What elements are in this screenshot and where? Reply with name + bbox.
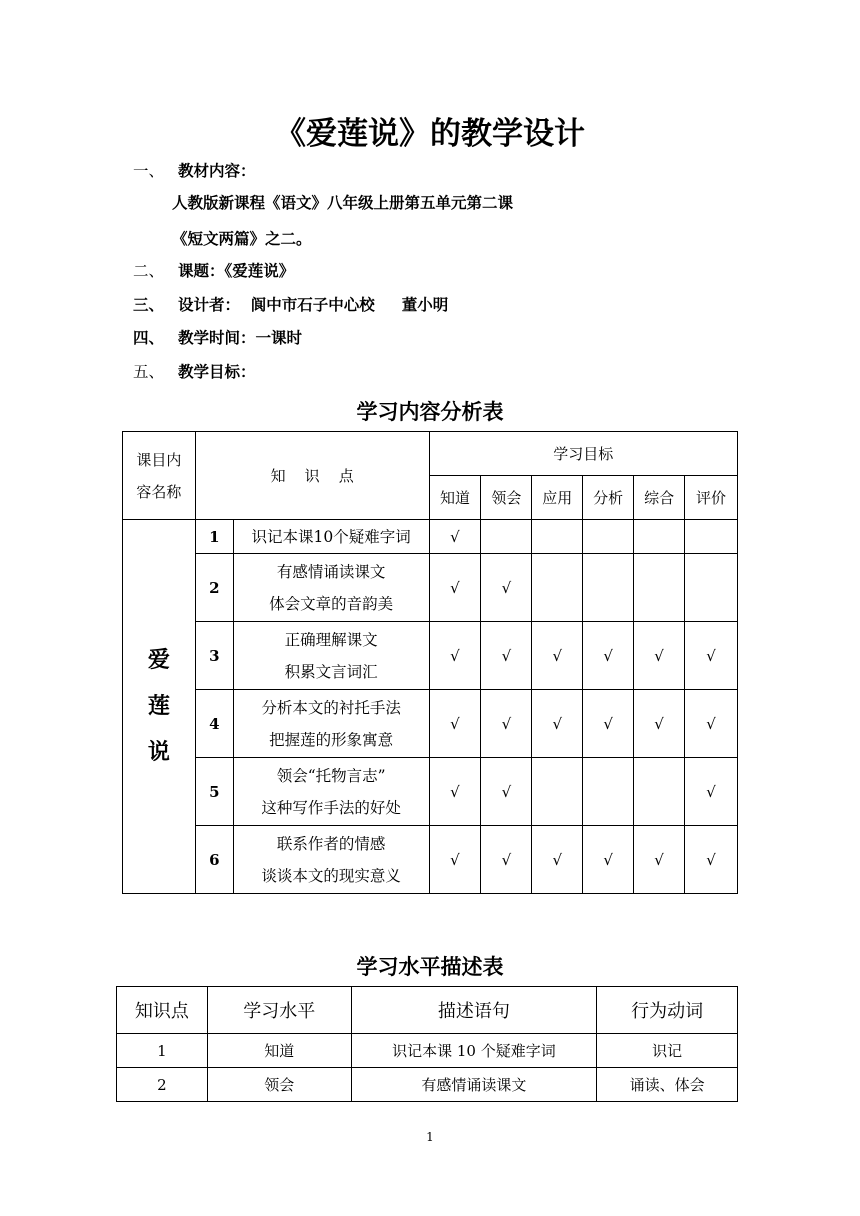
check-mark-icon: √ <box>501 714 512 733</box>
goal-check-cell <box>429 622 481 690</box>
knowledge-point-cell <box>233 690 429 758</box>
lesson-name-char: 说 <box>147 739 170 765</box>
goal-check-cell <box>685 690 738 758</box>
knowledge-point-line: 这种写作手法的好处 <box>261 798 401 817</box>
learning-level-table <box>116 986 738 1102</box>
goal-check-cell <box>532 520 583 554</box>
knowledge-point-line: 积累文言词汇 <box>284 662 378 681</box>
goal-check-cell <box>583 520 634 554</box>
row-number: 6 <box>195 826 233 894</box>
goal-level-evaluate: 评价 <box>685 476 738 520</box>
goal-check-cell <box>429 758 481 826</box>
table-row <box>123 622 738 690</box>
goal-level-know: 知道 <box>429 476 481 520</box>
row-number: 5 <box>195 758 233 826</box>
section-2-text: 课题：《爱莲说》 <box>178 262 295 280</box>
table-row <box>123 826 738 894</box>
section-5-number: 五、 <box>133 363 165 381</box>
material-line-1-text: 人教版新课程《语文》八年级上册第五单元第二课 <box>172 194 514 212</box>
knowledge-point-line: 体会文章的音韵美 <box>269 594 394 613</box>
goal-level-analyze: 分析 <box>583 476 634 520</box>
goal-check-cell <box>429 826 481 894</box>
goal-check-cell <box>429 554 481 622</box>
table1-caption: 学习内容分析表 <box>356 400 504 424</box>
table-cell: 识记本课 10 个疑难字词 <box>351 1034 597 1068</box>
knowledge-point-line: 把握莲的形象寓意 <box>269 730 394 749</box>
material-line-2-text: 《短文两篇》之二。 <box>172 230 312 248</box>
goal-check-cell <box>429 520 481 554</box>
header-course-line-1: 课目内 <box>136 450 182 469</box>
section-3-number: 三、 <box>133 296 165 314</box>
goal-check-cell <box>583 826 634 894</box>
check-mark-icon: √ <box>552 850 563 869</box>
lesson-name-char: 爱 <box>147 647 170 673</box>
goal-check-cell <box>532 826 583 894</box>
goal-check-cell <box>634 758 685 826</box>
row-number: 3 <box>195 622 233 690</box>
check-mark-icon: √ <box>450 850 460 869</box>
goal-check-cell <box>481 622 532 690</box>
goal-check-cell <box>481 690 532 758</box>
row-number: 2 <box>195 554 233 622</box>
goal-check-cell <box>685 622 738 690</box>
knowledge-point-line: 有感情诵读课文 <box>276 562 386 581</box>
goal-check-cell <box>532 758 583 826</box>
goal-check-cell <box>532 622 583 690</box>
table-row <box>123 758 738 826</box>
goal-check-cell <box>685 826 738 894</box>
goal-check-cell <box>429 690 481 758</box>
check-mark-icon: √ <box>654 850 664 869</box>
check-mark-icon: √ <box>450 782 460 801</box>
header-course-line-2: 容名称 <box>136 482 182 501</box>
lesson-name-cell <box>123 520 196 894</box>
table-cell: 有感情诵读课文 <box>351 1068 597 1102</box>
goal-check-cell <box>481 554 532 622</box>
section-3-text: 设计者： 阆中市石子中心校 董小明 <box>178 296 449 314</box>
row-number: 4 <box>195 690 233 758</box>
table2-caption: 学习水平描述表 <box>356 955 504 979</box>
check-mark-icon: √ <box>706 646 716 665</box>
table-row <box>123 520 738 554</box>
goal-check-cell <box>583 554 634 622</box>
check-mark-icon: √ <box>654 646 664 665</box>
header-description: 描述语句 <box>351 987 597 1034</box>
check-mark-icon: √ <box>501 578 512 597</box>
check-mark-icon: √ <box>450 714 460 733</box>
section-5-text: 教学目标： <box>178 363 256 381</box>
goal-level-synthesize: 综合 <box>634 476 685 520</box>
knowledge-point-cell <box>233 826 429 894</box>
knowledge-point-cell <box>233 554 429 622</box>
goal-check-cell <box>685 520 738 554</box>
knowledge-point-line: 联系作者的情感 <box>276 834 386 853</box>
header-course-name <box>123 432 196 520</box>
document-title: 《爱莲说》的教学设计 <box>275 116 585 152</box>
section-1-number: 一、 <box>133 162 165 180</box>
check-mark-icon: √ <box>603 850 613 869</box>
table-cell: 诵读、体会 <box>597 1068 738 1102</box>
check-mark-icon: √ <box>501 782 512 801</box>
check-mark-icon: √ <box>450 527 460 546</box>
check-mark-icon: √ <box>654 714 664 733</box>
goal-check-cell <box>481 826 532 894</box>
goal-check-cell <box>583 622 634 690</box>
knowledge-point-cell <box>233 758 429 826</box>
section-4-text: 教学时间：一课时 <box>178 329 303 347</box>
header-learning-goal: 学习目标 <box>429 432 738 476</box>
table-cell: 领会 <box>207 1068 351 1102</box>
goal-level-apply: 应用 <box>532 476 583 520</box>
knowledge-point-line: 识记本课10个疑难字词 <box>251 527 411 546</box>
knowledge-point-cell <box>233 622 429 690</box>
header-action-verb: 行为动词 <box>597 987 738 1034</box>
goal-check-cell <box>685 554 738 622</box>
row-number: 1 <box>195 520 233 554</box>
table-cell: 识记 <box>597 1034 738 1068</box>
section-1-text: 教材内容： <box>178 162 256 180</box>
table-cell: 1 <box>117 1034 208 1068</box>
lesson-name-char: 莲 <box>147 693 170 719</box>
goal-check-cell <box>583 690 634 758</box>
check-mark-icon: √ <box>706 782 716 801</box>
header-learning-level: 学习水平 <box>207 987 351 1034</box>
goal-check-cell <box>481 758 532 826</box>
check-mark-icon: √ <box>706 714 716 733</box>
table-row <box>117 1034 738 1068</box>
check-mark-icon: √ <box>501 646 512 665</box>
goal-check-cell <box>634 690 685 758</box>
check-mark-icon: √ <box>450 578 460 597</box>
goal-check-cell <box>634 826 685 894</box>
check-mark-icon: √ <box>501 850 512 869</box>
header-knowledge-point: 知识点 <box>117 987 208 1034</box>
knowledge-point-line: 谈谈本文的现实意义 <box>261 866 401 885</box>
table-row <box>123 554 738 622</box>
table-cell: 知道 <box>207 1034 351 1068</box>
goal-check-cell <box>685 758 738 826</box>
check-mark-icon: √ <box>603 714 613 733</box>
content-analysis-table <box>122 431 738 894</box>
check-mark-icon: √ <box>603 646 613 665</box>
knowledge-point-line: 正确理解课文 <box>284 630 378 649</box>
page-number: 1 <box>426 1130 434 1144</box>
check-mark-icon: √ <box>706 850 716 869</box>
check-mark-icon: √ <box>450 646 460 665</box>
knowledge-point-cell <box>233 520 429 554</box>
goal-check-cell <box>532 554 583 622</box>
check-mark-icon: √ <box>552 646 563 665</box>
goal-check-cell <box>532 690 583 758</box>
section-2-number: 二、 <box>133 262 165 280</box>
table-row <box>123 690 738 758</box>
knowledge-point-line: 分析本文的衬托手法 <box>261 698 401 717</box>
goal-check-cell <box>481 520 532 554</box>
table-row <box>117 1068 738 1102</box>
goal-level-comprehend: 领会 <box>481 476 532 520</box>
table-cell: 2 <box>117 1068 208 1102</box>
check-mark-icon: √ <box>552 714 563 733</box>
section-4-number: 四、 <box>133 329 165 347</box>
knowledge-point-line: 领会“托物言志” <box>276 766 386 785</box>
goal-check-cell <box>634 520 685 554</box>
header-knowledge-point: 知 识 点 <box>195 432 429 520</box>
goal-check-cell <box>583 758 634 826</box>
goal-check-cell <box>634 554 685 622</box>
goal-check-cell <box>634 622 685 690</box>
